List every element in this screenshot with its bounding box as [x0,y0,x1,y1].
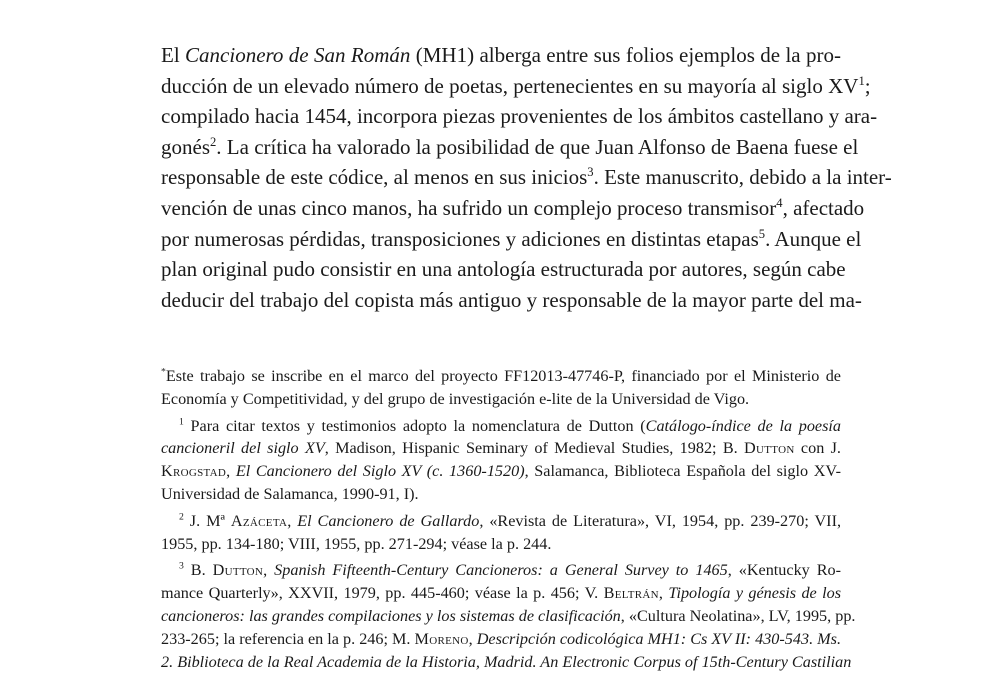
text-run: (MH1) alberga entre sus folios ejemplos de la pro- [410,43,841,67]
footnote-marker: 4 [776,195,783,210]
footnote-marker: 2 [179,511,184,523]
footnote-marker: 2 [210,134,217,149]
text-run: J. Mª [183,511,231,530]
footnote [161,415,841,506]
text-run: , [226,462,236,481]
text-run: . Aunque el [765,226,862,251]
text-run: , [263,561,275,580]
text-run: vención de unas cinco manos, ha sufrido un complejo proceso transmisor [161,195,777,220]
body-line [161,101,878,132]
main-paragraph [161,40,892,315]
text-run: , Salamanca, Biblioteca Española del siglo XV- [524,462,842,481]
text-run: ducción de un elevado número de poetas, pertenecientes en su mayoría al siglo XV [161,73,859,98]
body-line [161,224,862,255]
footnote-marker: * [161,366,166,378]
body-line [161,254,846,285]
author-name: Moreno [414,629,469,648]
footnote-marker: 3 [587,165,594,180]
italic-title: Catálogo-índice de la poesía [645,416,841,435]
body-line [161,193,865,224]
body-line [161,132,859,163]
footnote-line [161,365,841,388]
body-line [161,40,841,71]
footnote [161,559,856,673]
italic-title: El Cancionero de Gallardo, [297,511,484,530]
text-run: B. [183,561,213,580]
italic-title: El Cancionero del Siglo XV (c. 1360-1520) [235,462,525,481]
footnote-marker: 1 [179,416,184,428]
text-run: «Revista de Literatura», VI, 1954, pp. 239-270; VII, [483,511,842,530]
text-run: . La crítica ha valorado la posibilidad de que Juan Alfonso de Baena fuese el [216,134,859,159]
footnotes-section [161,365,856,673]
footnote-line [161,510,841,533]
footnote-line [161,388,841,411]
footnote-line [161,460,841,483]
text-run: plan original pudo consistir en una antología estructurada por autores, según cabe [161,257,846,282]
text-run: 1955, pp. 134-180; VIII, 1955, pp. 271-294; véase la p. 244. [161,534,552,553]
author-name: Beltrán [603,584,659,603]
body-line [161,285,862,316]
footnote-line [161,533,841,556]
text-run: . Este manuscrito, debido a la inter- [593,165,892,190]
text-run: Este trabajo se inscribe en el marco del proyecto FF12013-47746-P, financiado por el Ministerio de [165,367,841,385]
body-line [161,71,871,102]
text-run: ; [864,73,871,98]
text-run: compilado hacia 1454, incorpora piezas provenientes de los ámbitos castellano y ara- [161,104,878,129]
text-run: Economía y Competitividad, y del grupo de investigación e-lite de la Universidad de Vigo. [161,389,750,408]
italic-title: Descripción codicológica MH1: Cs XV II: 430-543. Ms. [476,629,842,648]
italic-title: cancioneros: las grandes compilaciones y los sistemas de clasificación [161,606,621,625]
text-run: , [658,584,669,603]
text-run: , [468,629,477,648]
footnote-marker: 5 [758,226,766,241]
footnote-marker: 1 [858,73,865,88]
footnote-line [161,628,841,651]
italic-title: Tipología y génesis de los [668,584,842,603]
text-run: mance Quarterly», XXVII, 1979, pp. 445-460; véase la p. 456; V. [161,584,604,603]
text-run: , Madison, Hispanic Seminary of Medieval Studies, 1982; B. [324,439,745,458]
author-name: Dutton [744,439,795,458]
footnote-line [161,415,841,438]
text-run: deducir del trabajo del copista más antiguo y responsable de la mayor parte del ma- [161,287,862,312]
author-name: Dutton [212,561,264,580]
italic-title: Spanish Fifteenth-Century Cancioneros: a General Survey to 1465 [274,561,728,580]
author-name: Krogstad [161,462,227,481]
text-run: responsable de este códice, al menos en sus inicios [161,165,588,190]
text-run: , «Kentucky Ro- [727,561,841,580]
footnote-line [161,582,841,605]
footnote-line [161,559,841,582]
text-run: , afectado [782,195,865,220]
text-run: por numerosas pérdidas, transposiciones y adiciones en distintas etapas [161,226,759,251]
italic-title: Cancionero de San Román [185,43,411,67]
footnote-line [161,605,856,628]
text-run: con J. [794,439,841,458]
text-run: , «Cultura Neolatina», LV, 1995, pp. [620,606,856,625]
footnote-line [161,437,841,460]
text-run: Para citar textos y testimonios adopto la nomenclatura de Dutton ( [183,416,646,435]
text-run: 233-265; la referencia en la p. 246; M. [161,629,415,648]
text-run: , [287,511,298,530]
italic-title: cancioneril del siglo XV [161,439,325,458]
text-run: El [161,43,186,67]
italic-title: 2. Biblioteca de la Real Academia de la Historia, Madrid. An Electronic Corpus of 15th-Century Castilian [161,652,852,671]
footnote-marker: 3 [179,560,184,572]
text-run: Universidad de Salamanca, 1990-91, I). [161,484,419,503]
text-run: gonés [161,134,210,159]
footnote-line [161,651,852,673]
footnote-line [161,483,841,506]
footnote [161,365,841,411]
footnote [161,510,841,556]
author-name: Azáceta [230,511,288,530]
body-line [161,162,892,193]
